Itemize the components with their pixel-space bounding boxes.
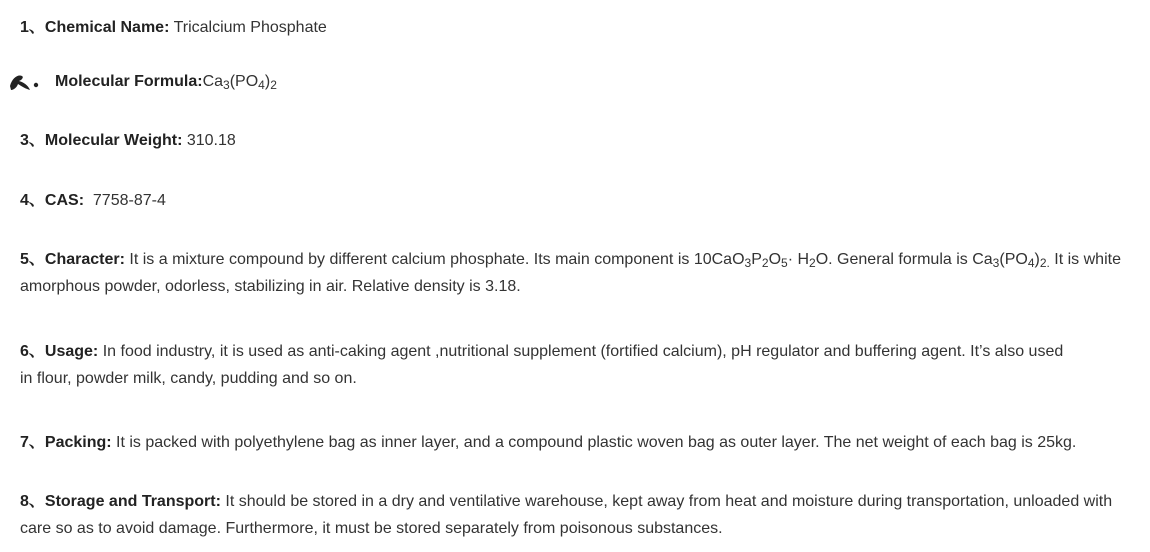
item-character — [20, 246, 1121, 269]
item-number: 7、 — [20, 434, 45, 451]
item-label: CAS: — [44, 192, 85, 209]
item-value-continued: amorphous powder, odorless, stabilizing in air. Relative density is 3.18. — [20, 278, 521, 295]
item-label: Storage and Transport: — [44, 493, 221, 510]
item-label: Character: — [44, 251, 125, 268]
item-value: 310.18 — [182, 132, 236, 149]
item-number: 1、 — [20, 19, 45, 36]
item-number: 6、 — [20, 343, 45, 360]
item-value: It should be stored in a dry and ventilative warehouse, kept away from heat and moisture during transportation, unloaded with — [220, 493, 1113, 510]
item-label: Usage: — [44, 343, 99, 360]
item-number: 3、 — [20, 132, 45, 149]
item-number: 8、 — [20, 493, 45, 510]
item-label: Chemical Name: — [44, 19, 170, 36]
item-value-continued: care so as to avoid damage. Furthermore, it must be stored separately from poisonous substances. — [20, 520, 723, 537]
item-label: Molecular Formula: — [55, 73, 203, 90]
item-label: Packing: — [44, 434, 112, 451]
formula-value: $Ca_3(PO_4)_2$ — [202, 73, 277, 92]
item-value: It is packed with polyethylene bag as inner layer, and a compound plastic woven bag as outer layer. The net weight of each bag is 25kg. — [111, 434, 1077, 451]
item-value: 7758-87-4 — [84, 192, 166, 209]
item-cas — [20, 187, 166, 210]
item-label: Molecular Weight: — [44, 132, 183, 149]
item-value: In food industry, it is used as anti-caking agent ,nutritional supplement (fortified calcium), pH regulator and buffering agent. It’s also used — [98, 343, 1064, 360]
item-packing — [20, 429, 1076, 452]
item-number: 4、 — [20, 192, 45, 209]
item-number: 5、 — [20, 251, 45, 268]
item-chemical-name — [20, 14, 327, 37]
item-molecular-weight — [20, 127, 236, 150]
hand-pointer-icon — [6, 68, 42, 94]
item-storage-transport — [20, 488, 1112, 511]
item-value: It is a mixture compound by different calcium phosphate. Its main component is $10CaO_3P_2O_5\cdot H_2O$. General formula is $Ca_3(PO_4)_{2.}$ It is white — [124, 251, 1121, 270]
item-molecular-formula — [55, 73, 277, 91]
item-value-continued: in flour, powder milk, candy, pudding and so on. — [20, 370, 357, 387]
item-usage — [20, 338, 1063, 361]
item-value: Tricalcium Phosphate — [169, 19, 327, 36]
